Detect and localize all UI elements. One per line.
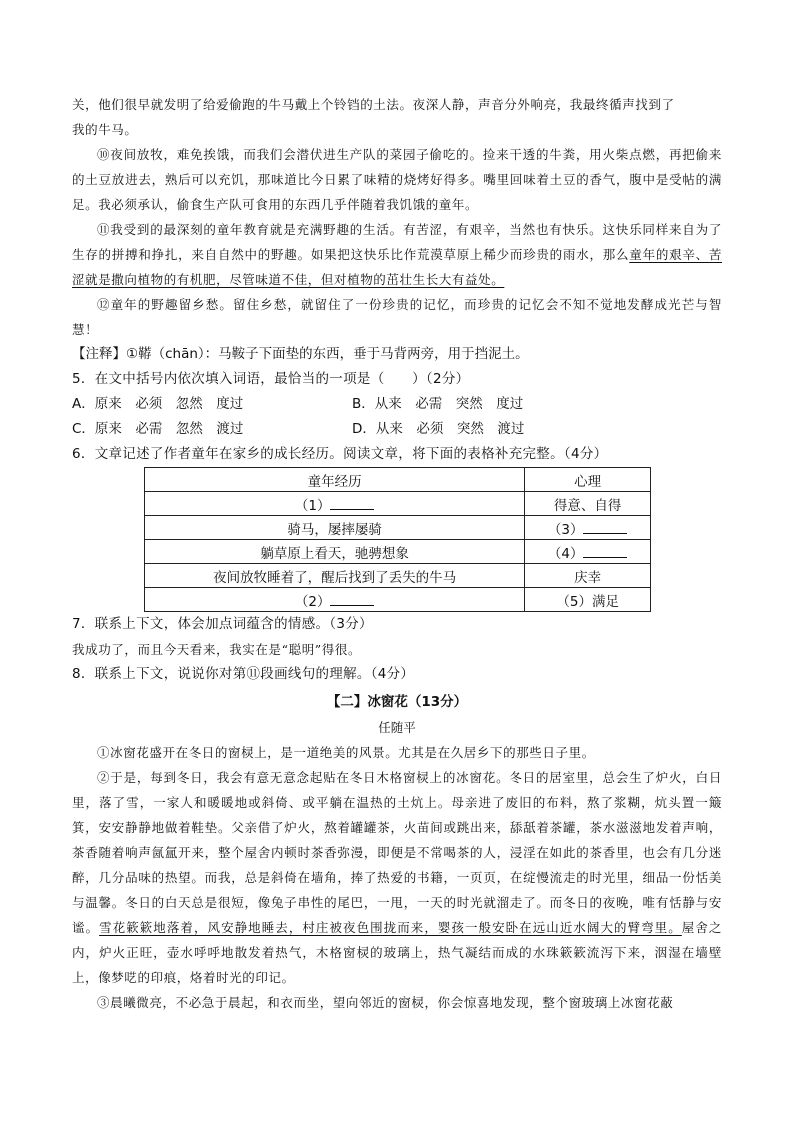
essay-paragraph-2: [72, 765, 722, 990]
table-row: [145, 516, 651, 540]
question-6-stem: 6．文章记述了作者童年在家乡的成长经历。阅读文章，将下面的表格补充完整。（4分）: [72, 446, 608, 462]
table-header-row: [145, 468, 651, 492]
option-a: A．原来 必须 忽然 度过: [72, 396, 244, 412]
paragraph-11-underlined-sentence: 童年的艰辛、苦涩就是撒向植物的有机肥，尽管味道不佳，但对植物的茁壮生长大有益处。: [72, 247, 723, 287]
answer-blank[interactable]: [330, 591, 374, 606]
table-cell: 骑马，屡摔屡骑: [145, 516, 525, 540]
paragraph-11: [72, 217, 722, 292]
table-row: [145, 540, 651, 564]
table-header-experience: 童年经历: [145, 468, 525, 492]
paragraph-12: ⑫童年的野趣留乡愁。留住乡愁，就留住了一份珍贵的记忆，而珍贵的记忆会不知不觉地发酵成光芒与智慧！: [72, 297, 722, 337]
table-header-psychology: 心理: [525, 468, 651, 492]
table-cell: （5）满足: [525, 588, 651, 612]
essay-paragraph-2-tail: 屋舍之内，炉火正旺，壶水呼呼地散发着热气，木格窗棂的玻璃上，热气凝结而成的水珠簌簌流泻下来，洇湿在墙壁上，像梦呓的印痕，烙着时光的印记。: [72, 920, 722, 985]
table-cell: 夜间放牧睡着了，醒后找到了丢失的牛马: [145, 564, 525, 588]
paragraph-10: ⑩夜间放牧，难免挨饿，而我们会潜伏进生产队的菜园子偷吃的。捡来干透的牛粪，用火柴点燃，再把偷来的土豆放进去，熟后可以充饥，那味道比今日累了味精的烧烤好得多。嘴里回味着土豆的香气，腹中是受帖的满足。我必须承认，偷食生产队可食用的东西几乎伴随着我饥饿的童年。: [72, 147, 722, 212]
section-2-title: 【二】冰窗花（13分）: [326, 694, 468, 710]
table-cell: 得意、自得: [525, 492, 651, 516]
intro-line-1: 关，他们很早就发明了给爱偷跑的牛马戴上个铃铛的土法。夜深人静，声音分外响亮，我最终循声找到了: [72, 97, 675, 112]
section-2-author: 任随平: [378, 720, 416, 735]
answer-blank[interactable]: [583, 519, 627, 534]
table-cell: [145, 492, 525, 516]
question-7-sentence: 我成功了，而且今天看来，我实在是“聪明”得很。: [72, 642, 362, 657]
intro-line-2: 我的牛马。: [72, 122, 138, 137]
answer-blank[interactable]: [330, 495, 374, 510]
answer-blank[interactable]: [583, 543, 627, 558]
option-d: D．从来 必须 突然 渡过: [352, 421, 525, 437]
cell-text: （1）: [294, 497, 331, 514]
cell-text: （2）: [294, 593, 331, 610]
table-cell: 庆幸: [525, 564, 651, 588]
table-row: [145, 564, 651, 588]
table-cell: 躺草原上看天，驰骋想象: [145, 540, 525, 564]
essay-paragraph-1: ①冰窗花盛开在冬日的窗棂上，是一道绝美的风景。尤其是在久居乡下的那些日子里。: [97, 745, 595, 760]
table-cell: [525, 516, 651, 540]
essay-paragraph-2-plain: ②于是，每到冬日，我会有意无意念起贴在冬日木格窗棂上的冰窗花。冬日的居室里，总会生了炉火，白日里，落了雪，一家人和暖暖地或斜倚、或平躺在温热的土炕上。母亲进了废旧的布料，熬了浆糊，炕头置一簸箕，安安静静地做着鞋垫。父亲借了炉火，熬着罐罐茶，火苗间或跳出来，舔舐着茶罐，茶水滋滋地发着声响，茶香随着响声氤氲开来，整个屋舍内顿时茶香弥漫，即便是不常喝茶的人，浸淫在如此的茶香里，也会有几分迷醉，几分品味的热望。而我，总是斜倚在墙角，捧了热爱的书籍，一页页，在绽慢流走的时光里，细品一份恬美与温馨。冬日的白天总是很短，像兔子串性的尾巴，一甩，一天的时光就溜走了。而冬日的夜晚，唯有恬静与安谧。: [72, 770, 722, 935]
question-5-options-row-1: [72, 392, 722, 417]
question-6-table: [144, 467, 651, 612]
cell-text: （3）: [547, 521, 584, 538]
table-cell: [525, 540, 651, 564]
cell-text: （4）: [547, 545, 584, 562]
option-c: C．原来 必需 忽然 渡过: [72, 421, 244, 437]
question-7-stem: 7．联系上下文，体会加点词蕴含的情感。（3分）: [72, 616, 373, 632]
paragraph-intro-continued: [72, 92, 722, 142]
question-8-stem: 8．联系上下文，说说你对第⑪段画线句的理解。（4分）: [72, 666, 415, 682]
annotation-note: 【注释】①鞯（chān）：马鞍子下面垫的东西，垂于马背两旁，用于挡泥土。: [72, 346, 529, 362]
question-5-stem: 5．在文中括号内依次填入词语，最恰当的一项是（ ）（2分）: [72, 371, 470, 387]
question-5-options-row-2: [72, 417, 722, 442]
table-cell: [145, 588, 525, 612]
essay-paragraph-3: ③晨曦微亮，不必急于晨起，和衣而坐，望向邻近的窗棂，你会惊喜地发现，整个窗玻璃上冰窗花蔽: [97, 995, 674, 1010]
paragraph-11-plain: ⑪我受到的最深刻的童年教育就是充满野趣的生活。有苦涩，有艰辛，当然也有快乐。这快乐同样来自为了生存的拼搏和挣扎，来自自然中的野趣。如果把这快乐比作荒漠草原上稀少而珍贵的雨水，那么: [72, 222, 722, 262]
page-content: [72, 92, 722, 1015]
option-b: B．从来 必需 突然 度过: [352, 396, 524, 412]
table-row: [145, 492, 651, 516]
essay-paragraph-2-underlined-sentence: 雪花簌簌地落着，风安静地睡去，村庄被夜色围拢而来，婴孩一般安卧在远山近水阔大的臂弯里。: [99, 920, 682, 935]
table-row: [145, 588, 651, 612]
